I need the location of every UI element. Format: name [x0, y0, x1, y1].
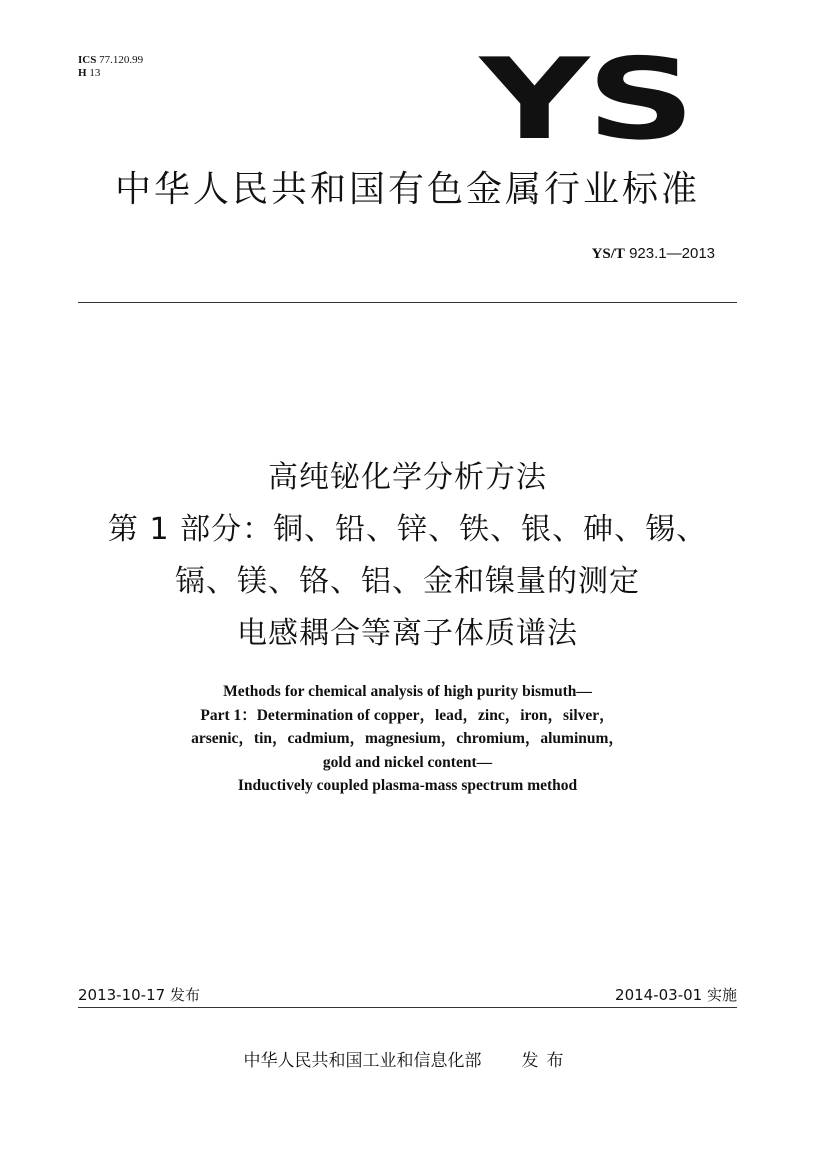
ccs-value: 13	[89, 67, 101, 79]
english-title-line: Methods for chemical analysis of high purity bismuth—	[223, 683, 592, 700]
issue-date: 2013-10-17 发布	[78, 986, 200, 1004]
organization-title: 中华人民共和国有色金属行业标准	[114, 169, 700, 210]
top-divider	[78, 302, 737, 303]
issuer-action: 发布	[521, 1051, 572, 1071]
english-title-line: Part 1：Determination of copper，lead，zinc，iron，silver，	[200, 706, 615, 724]
english-title	[0, 680, 815, 798]
ics-value: 77.120.99	[99, 54, 144, 66]
standard-prefix: YS/T	[591, 246, 625, 262]
chinese-title-line: 镉、镁、铬、铝、金和镍量的测定	[175, 564, 640, 599]
chinese-title-line: 高纯铋化学分析方法	[268, 460, 547, 495]
issuer-name: 中华人民共和国工业和信息化部	[243, 1051, 482, 1071]
ccs-label: H	[78, 67, 87, 79]
bottom-divider	[78, 1007, 737, 1008]
ccs-code	[78, 67, 143, 80]
chinese-title	[0, 452, 815, 660]
standard-code: 923.1—2013	[629, 245, 715, 262]
chinese-title-line: 第 1 部分：铜、铅、锌、铁、银、砷、锡、	[107, 512, 708, 547]
issuing-authority	[0, 1046, 815, 1071]
classification-codes	[78, 54, 143, 80]
implementation-date: 2014-03-01 实施	[615, 986, 737, 1004]
chinese-title-line: 电感耦合等离子体质谱法	[237, 616, 578, 651]
english-title-line: gold and nickel content—	[322, 753, 493, 771]
ics-code	[78, 54, 143, 67]
english-title-line: arsenic，tin，cadmium，magnesium，chromium，aluminum，	[191, 730, 624, 747]
english-title-line: Inductively coupled plasma-mass spectrum method	[237, 777, 578, 794]
ys-logo: YS	[480, 35, 693, 165]
ics-label: ICS	[78, 54, 97, 66]
standard-number	[592, 245, 715, 263]
